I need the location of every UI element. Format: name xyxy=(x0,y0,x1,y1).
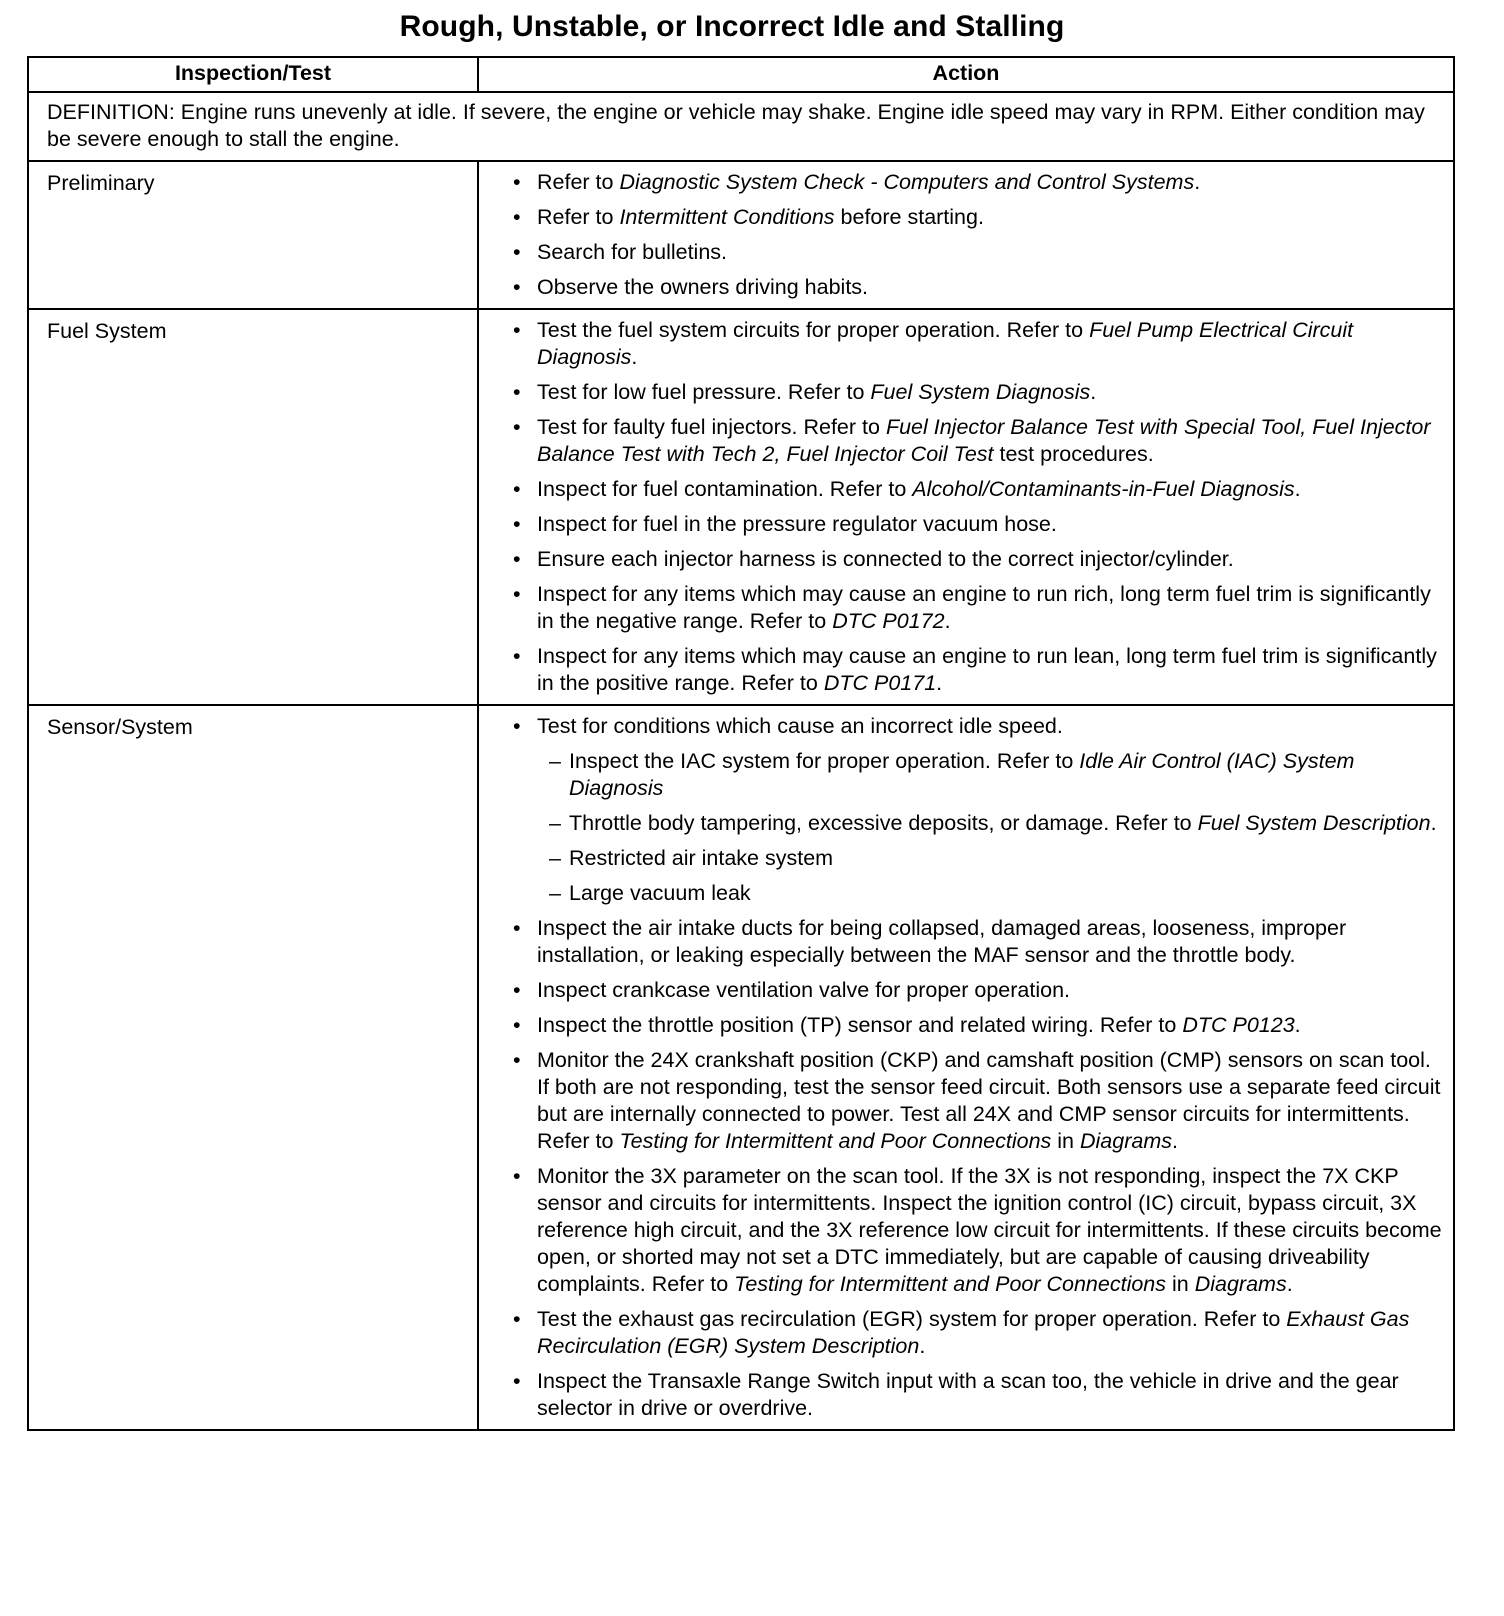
reference-link: Intermittent Conditions xyxy=(619,205,835,229)
bullet-icon: • xyxy=(513,582,521,606)
row-label: Fuel System xyxy=(28,309,478,705)
action-item: • Test the exhaust gas recirculation (EGR) system for proper operation. Refer to Exhaust Gas Recirculation (EGR) System Description. xyxy=(513,1307,1410,1358)
bullet-icon: • xyxy=(513,1369,521,1393)
action-item: • Inspect for fuel contamination. Refer to Alcohol/Contaminants-in-Fuel Diagnosis. xyxy=(513,477,1301,501)
reference-link: Testing for Intermittent and Poor Connections xyxy=(734,1272,1167,1296)
action-item: • Monitor the 24X crankshaft position (CKP) and camshaft position (CMP) sensors on scan tool. If both are not responding, test the sensor feed circuit. Both sensors use a separate feed circuit but are internally connected to power. Test all 24X and CMP sensor circuits for intermittents. Refer to Testing for Intermittent and Poor Connections in Diagrams. xyxy=(513,1048,1441,1153)
action-item: • Inspect for fuel in the pressure regulator vacuum hose. xyxy=(513,512,1057,536)
sub-action-item: – Large vacuum leak xyxy=(549,881,751,905)
reference-link: Diagrams xyxy=(1194,1272,1287,1296)
action-item: • Test for faulty fuel injectors. Refer to Fuel Injector Balance Test with Special Tool, Fuel Injector Balance Test with Tech 2, Fuel Injector Coil Test test procedures. xyxy=(513,415,1431,466)
action-item: • Monitor the 3X parameter on the scan tool. If the 3X is not responding, inspect the 7X CKP sensor and circuits for intermittents. Inspect the ignition control (IC) circuit, bypass circuit, 3X reference high circuit, and the 3X reference low circuit for intermittents. If these circuits become open, or shorted may not set a DTC immediately, but are capable of causing driveability complaints. Refer to Testing for Intermittent and Poor Connections in Diagrams. xyxy=(513,1164,1442,1296)
bullet-icon: • xyxy=(513,1048,521,1072)
reference-link: Alcohol/Contaminants-in-Fuel Diagnosis xyxy=(912,477,1295,501)
action-item: • Inspect crankcase ventilation valve for proper operation. xyxy=(513,978,1071,1002)
diagnostic-table xyxy=(27,56,1455,1431)
dash-icon: – xyxy=(549,881,561,905)
bullet-icon: • xyxy=(513,714,521,738)
bullet-icon: • xyxy=(513,275,521,299)
reference-link: Fuel System Description xyxy=(1197,811,1431,835)
header-inspection-test: Inspection/Test xyxy=(28,57,478,92)
reference-link: DTC P0172 xyxy=(832,609,945,633)
action-item: • Test for low fuel pressure. Refer to Fuel System Diagnosis. xyxy=(513,380,1097,404)
sub-action-item: – Throttle body tampering, excessive deposits, or damage. Refer to Fuel System Description. xyxy=(549,811,1437,835)
table-row-preliminary xyxy=(28,161,1454,309)
action-item: • Refer to Diagnostic System Check - Computers and Control Systems. xyxy=(513,170,1201,194)
reference-link: Diagrams xyxy=(1079,1129,1172,1153)
bullet-icon: • xyxy=(513,547,521,571)
reference-link: DTC P0123 xyxy=(1182,1013,1295,1037)
bullet-icon: • xyxy=(513,1307,521,1331)
row-actions xyxy=(478,161,1454,309)
bullet-icon: • xyxy=(513,205,521,229)
dash-icon: – xyxy=(549,749,561,773)
reference-link: Fuel Pump Electrical Circuit Diagnosis xyxy=(537,318,1354,369)
row-label: Preliminary xyxy=(28,161,478,309)
row-actions xyxy=(478,705,1454,1430)
document-title: Rough, Unstable, or Incorrect Idle and Stalling xyxy=(399,10,1065,43)
action-item: • Ensure each injector harness is connected to the correct injector/cylinder. xyxy=(513,547,1234,571)
action-item: • Inspect the throttle position (TP) sensor and related wiring. Refer to DTC P0123. xyxy=(513,1013,1301,1037)
action-item: • Inspect the Transaxle Range Switch input with a scan too, the vehicle in drive and the gear selector in drive or overdrive. xyxy=(513,1369,1399,1420)
bullet-icon: • xyxy=(513,512,521,536)
table-row-sensor-system xyxy=(28,705,1454,1430)
bullet-icon: • xyxy=(513,978,521,1002)
sub-action-item: – Inspect the IAC system for proper operation. Refer to Idle Air Control (IAC) System Diagnosis xyxy=(549,749,1355,800)
header-row xyxy=(28,57,1454,92)
bullet-icon: • xyxy=(513,916,521,940)
action-item: • Inspect for any items which may cause an engine to run lean, long term fuel trim is significantly in the positive range. Refer to DTC P0171. xyxy=(513,644,1437,695)
sub-action-item: – Restricted air intake system xyxy=(549,846,834,870)
reference-link: Fuel Injector Balance Test with Special Tool, Fuel Injector Balance Test with Tech 2, Fuel Injector Coil Test xyxy=(537,415,1431,466)
bullet-icon: • xyxy=(513,644,521,668)
reference-link: Testing for Intermittent and Poor Connections xyxy=(619,1129,1052,1153)
row-label: Sensor/System xyxy=(28,705,478,1430)
reference-link: Fuel System Diagnosis xyxy=(870,380,1091,404)
reference-link: Exhaust Gas Recirculation (EGR) System Description xyxy=(537,1307,1410,1358)
definition-text: DEFINITION: Engine runs unevenly at idle. If severe, the engine or vehicle may shake. Engine idle speed may vary in RPM. Either condition may be severe enough to stall the engine. xyxy=(28,92,1454,161)
bullet-icon: • xyxy=(513,1013,521,1037)
action-item: • Search for bulletins. xyxy=(513,240,728,264)
bullet-icon: • xyxy=(513,170,521,194)
dash-icon: – xyxy=(549,846,561,870)
bullet-icon: • xyxy=(513,318,521,342)
bullet-icon: • xyxy=(513,380,521,404)
reference-link: Diagnostic System Check - Computers and Control Systems xyxy=(619,170,1195,194)
action-item: • Refer to Intermittent Conditions before starting. xyxy=(513,205,984,229)
reference-link: DTC P0171 xyxy=(823,671,937,695)
bullet-icon: • xyxy=(513,1164,521,1188)
bullet-icon: • xyxy=(513,240,521,264)
bullet-icon: • xyxy=(513,415,521,439)
row-actions xyxy=(478,309,1454,705)
action-item: • Test for conditions which cause an incorrect idle speed. – Inspect the IAC system for proper operation. Refer to Idle Air Control (IAC) System Diagnosis – Throttle body tampering, excessive deposits, or damage. Refer to Fuel System Description. – Restricted air intake system – Large vacuum leak xyxy=(513,713,1445,907)
action-item: • Inspect the air intake ducts for being collapsed, damaged areas, looseness, improper installation, or leaking especially between the MAF sensor and the throttle body. xyxy=(513,916,1347,967)
dash-icon: – xyxy=(549,811,561,835)
reference-link: Idle Air Control (IAC) System Diagnosis xyxy=(569,749,1355,800)
table-row-fuel-system xyxy=(28,309,1454,705)
header-action: Action xyxy=(478,57,1454,92)
action-item: • Test the fuel system circuits for proper operation. Refer to Fuel Pump Electrical Circuit Diagnosis. xyxy=(513,318,1354,369)
action-item: • Inspect for any items which may cause an engine to run rich, long term fuel trim is significantly in the negative range. Refer to DTC P0172. xyxy=(513,582,1431,633)
definition-row xyxy=(28,92,1454,161)
bullet-icon: • xyxy=(513,477,521,501)
action-item: • Observe the owners driving habits. xyxy=(513,275,869,299)
